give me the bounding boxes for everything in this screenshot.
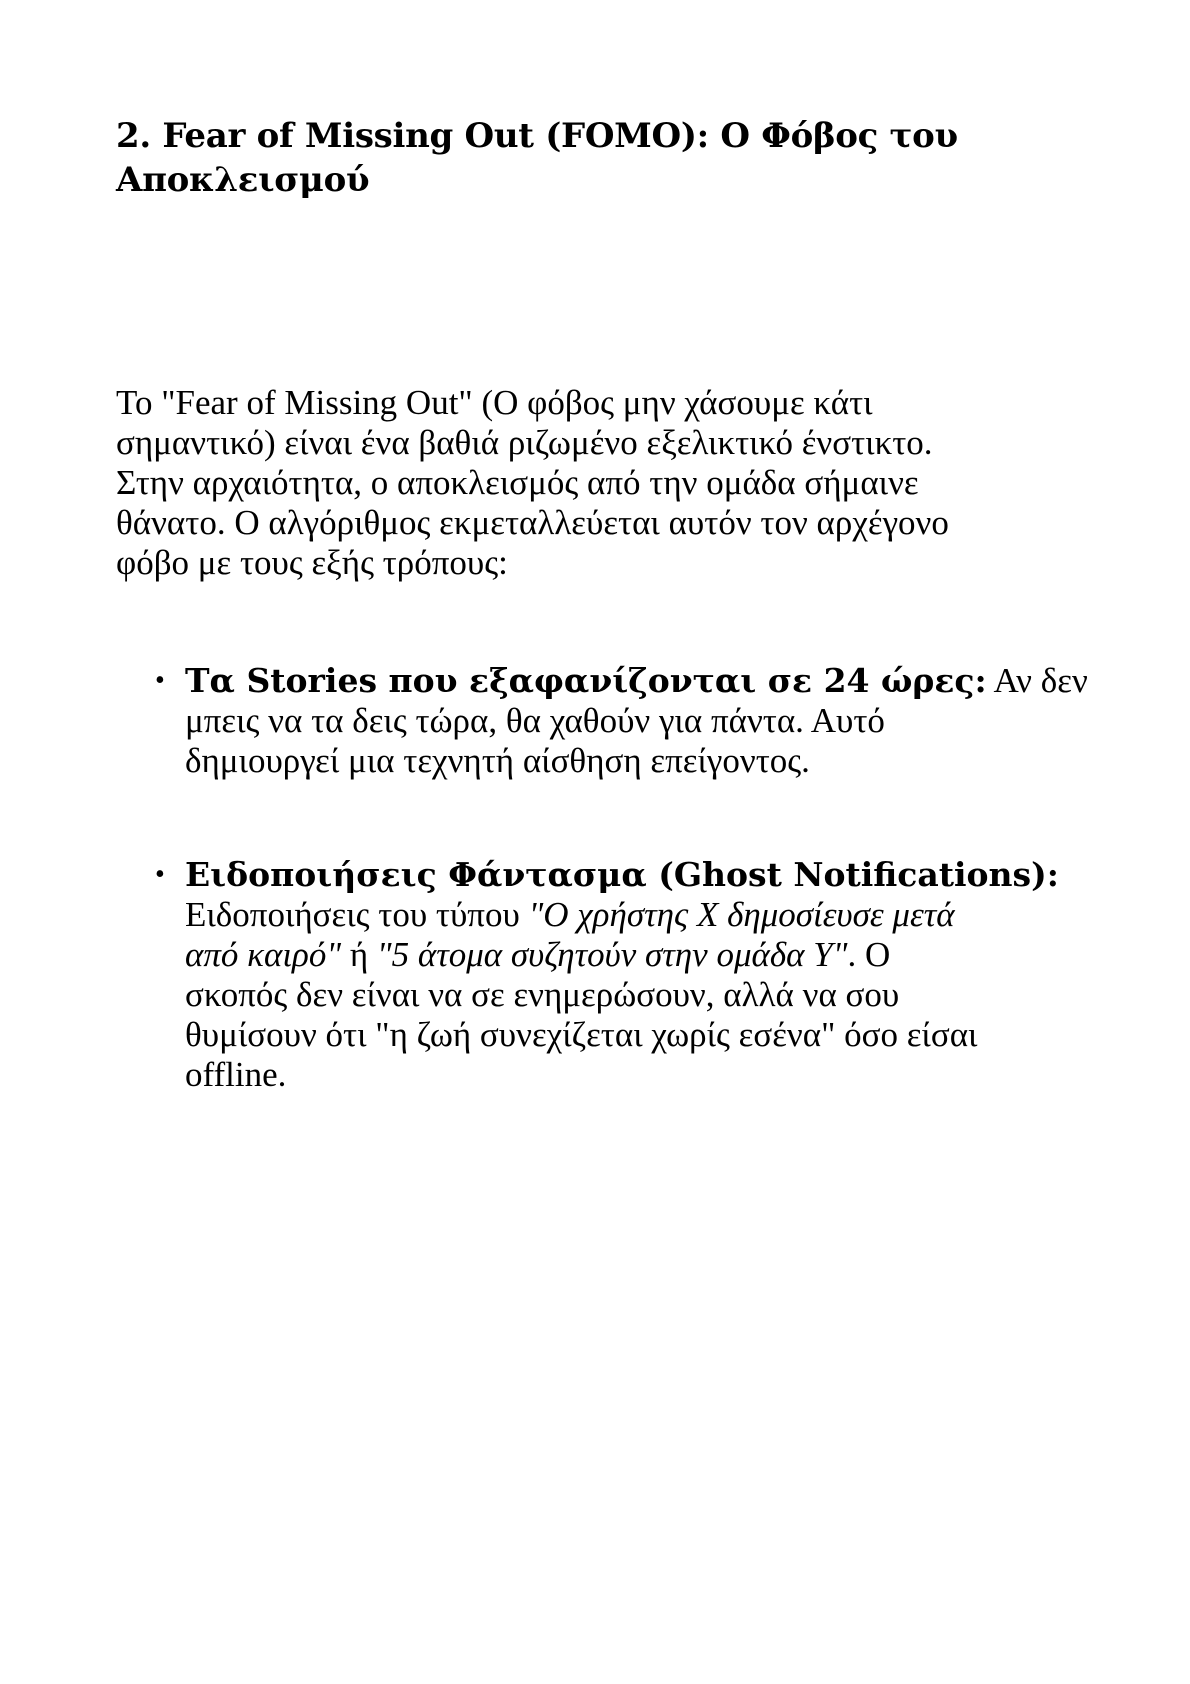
bullet-item-ghost-notifications xyxy=(155,855,1105,1095)
bullet-item-stories xyxy=(155,661,1105,781)
bullet-text: Αν δεν xyxy=(986,661,1088,700)
intro-line: Το "Fear of Missing Out" (Ο φόβος μην χάσουμε κάτι xyxy=(116,383,873,422)
intro-line: Στην αρχαιότητα, ο αποκλεισμός από την ομάδα σήμαινε xyxy=(116,463,919,502)
bullet-text: θυμίσουν ότι "η ζωή συνεχίζεται χωρίς εσένα" όσο είσαι xyxy=(185,1015,978,1054)
section-heading-line-1: 2. Fear of Missing Out (FOMO): Ο Φόβος του xyxy=(116,116,958,156)
bullet-text: ή xyxy=(341,935,377,974)
intro-line: σημαντικό) είναι ένα βαθιά ριζωμένο εξελικτικό ένστικτο. xyxy=(116,423,933,462)
bullet-dot: • xyxy=(155,859,165,890)
quoted-example: "5 άτομα συζητούν στην ομάδα Υ" xyxy=(376,935,848,974)
bullet-text: μπεις να τα δεις τώρα, θα χαθούν για πάντα. Αυτό xyxy=(185,701,885,740)
intro-paragraph xyxy=(116,383,1116,583)
bullet-text: σκοπός δεν είναι να σε ενημερώσουν, αλλά να σου xyxy=(185,975,900,1014)
bullet-lead: Τα Stories που εξαφανίζονται σε 24 ώρες: xyxy=(185,661,987,700)
quoted-example: "Ο χρήστης Χ δημοσίευσε μετά xyxy=(528,895,955,934)
bullet-text: offline. xyxy=(185,1055,287,1094)
bullet-lead: Ειδοποιήσεις Φάντασμα (Ghost Notifications): xyxy=(185,855,1059,894)
bullet-text: δημιουργεί μια τεχνητή αίσθηση επείγοντος. xyxy=(185,741,810,780)
intro-line: θάνατο. Ο αλγόριθμος εκμεταλλεύεται αυτόν τον αρχέγονο xyxy=(116,503,949,542)
quoted-example: από καιρό" xyxy=(185,935,342,974)
section-heading xyxy=(116,114,1016,202)
section-heading-line-2: Αποκλεισμού xyxy=(116,160,370,200)
intro-line: φόβο με τους εξής τρόπους: xyxy=(116,543,508,582)
bullet-dot: • xyxy=(155,665,165,696)
bullet-text: Ειδοποιήσεις του τύπου xyxy=(185,895,529,934)
bullet-text: . Ο xyxy=(847,935,891,974)
